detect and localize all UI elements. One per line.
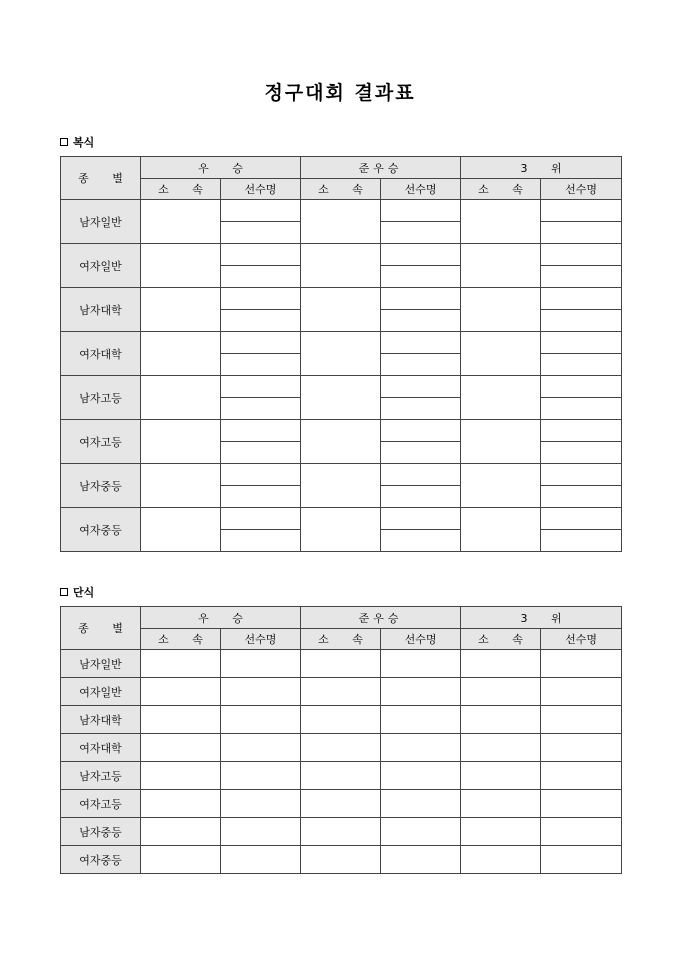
affiliation-header: 소 속	[141, 629, 221, 650]
player-name-cell[interactable]	[381, 650, 461, 678]
affiliation-cell[interactable]	[141, 464, 221, 508]
player-name-cell[interactable]	[381, 288, 461, 310]
player-name-cell[interactable]	[541, 734, 622, 762]
player-name-cell[interactable]	[221, 442, 301, 464]
affiliation-cell[interactable]	[141, 200, 221, 244]
category-cell: 남자중등	[61, 818, 141, 846]
player-name-cell[interactable]	[221, 332, 301, 354]
player-name-header: 선수명	[541, 179, 622, 200]
player-name-cell[interactable]	[221, 818, 301, 846]
player-name-cell[interactable]	[541, 332, 622, 354]
player-name-cell[interactable]	[541, 398, 622, 420]
category-cell: 여자일반	[61, 244, 141, 288]
table-row	[61, 790, 622, 818]
table-row	[61, 464, 622, 486]
player-name-cell[interactable]	[221, 354, 301, 376]
player-name-header: 선수명	[381, 629, 461, 650]
affiliation-cell[interactable]	[301, 332, 381, 376]
category-cell: 여자고등	[61, 420, 141, 464]
affiliation-cell[interactable]	[141, 508, 221, 552]
player-name-cell[interactable]	[541, 790, 622, 818]
doubles-heading-label: 복식	[73, 136, 95, 149]
affiliation-cell[interactable]	[301, 818, 381, 846]
affiliation-cell[interactable]	[141, 734, 221, 762]
affiliation-header: 소 속	[141, 179, 221, 200]
category-header: 종 별	[61, 157, 141, 200]
player-name-cell[interactable]	[221, 420, 301, 442]
affiliation-cell[interactable]	[461, 508, 541, 552]
singles-heading-label: 단식	[73, 586, 95, 599]
player-name-cell[interactable]	[381, 420, 461, 442]
player-name-cell[interactable]	[381, 244, 461, 266]
affiliation-cell[interactable]	[461, 650, 541, 678]
player-name-cell[interactable]	[221, 244, 301, 266]
affiliation-cell[interactable]	[461, 332, 541, 376]
player-name-cell[interactable]	[541, 678, 622, 706]
affiliation-cell[interactable]	[141, 846, 221, 874]
affiliation-cell[interactable]	[301, 508, 381, 552]
player-name-cell[interactable]	[381, 734, 461, 762]
page-title: 정구대회 결과표	[264, 82, 416, 104]
player-name-cell[interactable]	[221, 790, 301, 818]
affiliation-cell[interactable]	[461, 678, 541, 706]
affiliation-header: 소 속	[301, 629, 381, 650]
table-row	[61, 332, 622, 354]
affiliation-cell[interactable]	[301, 734, 381, 762]
runner-up-header: 준우승	[301, 157, 461, 179]
player-name-cell[interactable]	[381, 790, 461, 818]
player-name-cell[interactable]	[221, 530, 301, 552]
player-name-cell[interactable]	[541, 762, 622, 790]
table-row	[61, 706, 622, 734]
player-name-header: 선수명	[541, 629, 622, 650]
player-name-cell[interactable]	[541, 442, 622, 464]
player-name-cell[interactable]	[541, 650, 622, 678]
player-name-cell[interactable]	[381, 706, 461, 734]
affiliation-cell[interactable]	[141, 376, 221, 420]
category-cell: 남자중등	[61, 464, 141, 508]
affiliation-cell[interactable]	[141, 244, 221, 288]
affiliation-cell[interactable]	[301, 288, 381, 332]
player-name-cell[interactable]	[381, 530, 461, 552]
affiliation-cell[interactable]	[301, 846, 381, 874]
third-place-header: 3 위	[461, 157, 622, 179]
table-row	[61, 762, 622, 790]
affiliation-cell[interactable]	[461, 464, 541, 508]
affiliation-cell[interactable]	[301, 790, 381, 818]
player-name-cell[interactable]	[381, 310, 461, 332]
category-cell: 남자대학	[61, 288, 141, 332]
singles-result-table	[60, 606, 622, 874]
player-name-cell[interactable]	[381, 508, 461, 530]
player-name-cell[interactable]	[381, 266, 461, 288]
affiliation-cell[interactable]	[141, 762, 221, 790]
player-name-cell[interactable]	[221, 200, 301, 222]
player-name-cell[interactable]	[221, 288, 301, 310]
player-name-cell[interactable]	[541, 508, 622, 530]
player-name-cell[interactable]	[541, 288, 622, 310]
affiliation-cell[interactable]	[141, 706, 221, 734]
player-name-cell[interactable]	[541, 354, 622, 376]
winner-header: 우 승	[141, 157, 301, 179]
player-name-cell[interactable]	[381, 442, 461, 464]
affiliation-cell[interactable]	[461, 734, 541, 762]
player-name-cell[interactable]	[221, 398, 301, 420]
player-name-cell[interactable]	[541, 420, 622, 442]
category-cell: 여자중등	[61, 846, 141, 874]
affiliation-cell[interactable]	[461, 762, 541, 790]
affiliation-cell[interactable]	[461, 706, 541, 734]
singles-section-heading	[60, 584, 94, 600]
player-name-cell[interactable]	[541, 200, 622, 222]
category-cell: 남자일반	[61, 650, 141, 678]
player-name-cell[interactable]	[221, 486, 301, 508]
player-name-cell[interactable]	[541, 464, 622, 486]
player-name-cell[interactable]	[541, 244, 622, 266]
player-name-cell[interactable]	[381, 762, 461, 790]
table-row	[61, 200, 622, 222]
table-row	[61, 288, 622, 310]
player-name-cell[interactable]	[541, 530, 622, 552]
table-row	[61, 846, 622, 874]
affiliation-cell[interactable]	[301, 376, 381, 420]
affiliation-cell[interactable]	[141, 790, 221, 818]
third-place-header: 3 위	[461, 607, 622, 629]
player-name-cell[interactable]	[381, 678, 461, 706]
player-name-header: 선수명	[221, 179, 301, 200]
category-cell: 여자대학	[61, 734, 141, 762]
affiliation-cell[interactable]	[301, 706, 381, 734]
affiliation-cell[interactable]	[461, 200, 541, 244]
player-name-cell[interactable]	[221, 846, 301, 874]
affiliation-cell[interactable]	[461, 244, 541, 288]
table-row	[61, 420, 622, 442]
player-name-cell[interactable]	[221, 310, 301, 332]
player-name-cell[interactable]	[541, 846, 622, 874]
player-name-cell[interactable]	[541, 818, 622, 846]
affiliation-cell[interactable]	[301, 464, 381, 508]
player-name-cell[interactable]	[381, 332, 461, 354]
affiliation-cell[interactable]	[461, 420, 541, 464]
affiliation-cell[interactable]	[461, 376, 541, 420]
affiliation-cell[interactable]	[301, 244, 381, 288]
affiliation-cell[interactable]	[141, 288, 221, 332]
category-cell: 여자고등	[61, 790, 141, 818]
affiliation-cell[interactable]	[301, 762, 381, 790]
doubles-result-table	[60, 156, 622, 552]
player-name-cell[interactable]	[381, 846, 461, 874]
player-name-cell[interactable]	[541, 222, 622, 244]
player-name-cell[interactable]	[381, 222, 461, 244]
category-cell: 남자고등	[61, 376, 141, 420]
player-name-cell[interactable]	[221, 706, 301, 734]
player-name-cell[interactable]	[381, 464, 461, 486]
category-cell: 남자일반	[61, 200, 141, 244]
category-cell: 여자일반	[61, 678, 141, 706]
square-bullet-icon	[60, 138, 68, 146]
affiliation-cell[interactable]	[141, 818, 221, 846]
player-name-cell[interactable]	[541, 266, 622, 288]
player-name-cell[interactable]	[541, 376, 622, 398]
player-name-header: 선수명	[381, 179, 461, 200]
table-row	[61, 818, 622, 846]
doubles-section-heading	[60, 134, 94, 150]
player-name-cell[interactable]	[221, 734, 301, 762]
player-name-cell[interactable]	[381, 818, 461, 846]
player-name-cell[interactable]	[381, 398, 461, 420]
affiliation-cell[interactable]	[461, 818, 541, 846]
affiliation-cell[interactable]	[301, 420, 381, 464]
affiliation-cell[interactable]	[461, 846, 541, 874]
table-row	[61, 734, 622, 762]
category-cell: 여자대학	[61, 332, 141, 376]
affiliation-cell[interactable]	[461, 288, 541, 332]
runner-up-header: 준우승	[301, 607, 461, 629]
table-row	[61, 244, 622, 266]
player-name-cell[interactable]	[541, 310, 622, 332]
affiliation-cell[interactable]	[141, 650, 221, 678]
player-name-cell[interactable]	[221, 650, 301, 678]
affiliation-cell[interactable]	[461, 790, 541, 818]
category-header: 종 별	[61, 607, 141, 650]
player-name-cell[interactable]	[221, 464, 301, 486]
player-name-cell[interactable]	[221, 508, 301, 530]
player-name-cell[interactable]	[381, 376, 461, 398]
square-bullet-icon	[60, 588, 68, 596]
affiliation-cell[interactable]	[301, 200, 381, 244]
player-name-cell[interactable]	[221, 678, 301, 706]
table-row	[61, 376, 622, 398]
player-name-cell[interactable]	[221, 376, 301, 398]
player-name-cell[interactable]	[541, 706, 622, 734]
affiliation-header: 소 속	[301, 179, 381, 200]
table-row	[61, 650, 622, 678]
player-name-cell[interactable]	[381, 486, 461, 508]
player-name-cell[interactable]	[541, 486, 622, 508]
player-name-header: 선수명	[221, 629, 301, 650]
category-cell: 남자대학	[61, 706, 141, 734]
table-row	[61, 508, 622, 530]
affiliation-cell[interactable]	[141, 420, 221, 464]
player-name-cell[interactable]	[221, 266, 301, 288]
category-cell: 남자고등	[61, 762, 141, 790]
affiliation-cell[interactable]	[301, 650, 381, 678]
player-name-cell[interactable]	[381, 354, 461, 376]
affiliation-cell[interactable]	[141, 332, 221, 376]
affiliation-header: 소 속	[461, 179, 541, 200]
player-name-cell[interactable]	[381, 200, 461, 222]
category-cell: 여자중등	[61, 508, 141, 552]
player-name-cell[interactable]	[221, 762, 301, 790]
affiliation-header: 소 속	[461, 629, 541, 650]
table-row	[61, 678, 622, 706]
winner-header: 우 승	[141, 607, 301, 629]
affiliation-cell[interactable]	[141, 678, 221, 706]
affiliation-cell[interactable]	[301, 678, 381, 706]
player-name-cell[interactable]	[221, 222, 301, 244]
